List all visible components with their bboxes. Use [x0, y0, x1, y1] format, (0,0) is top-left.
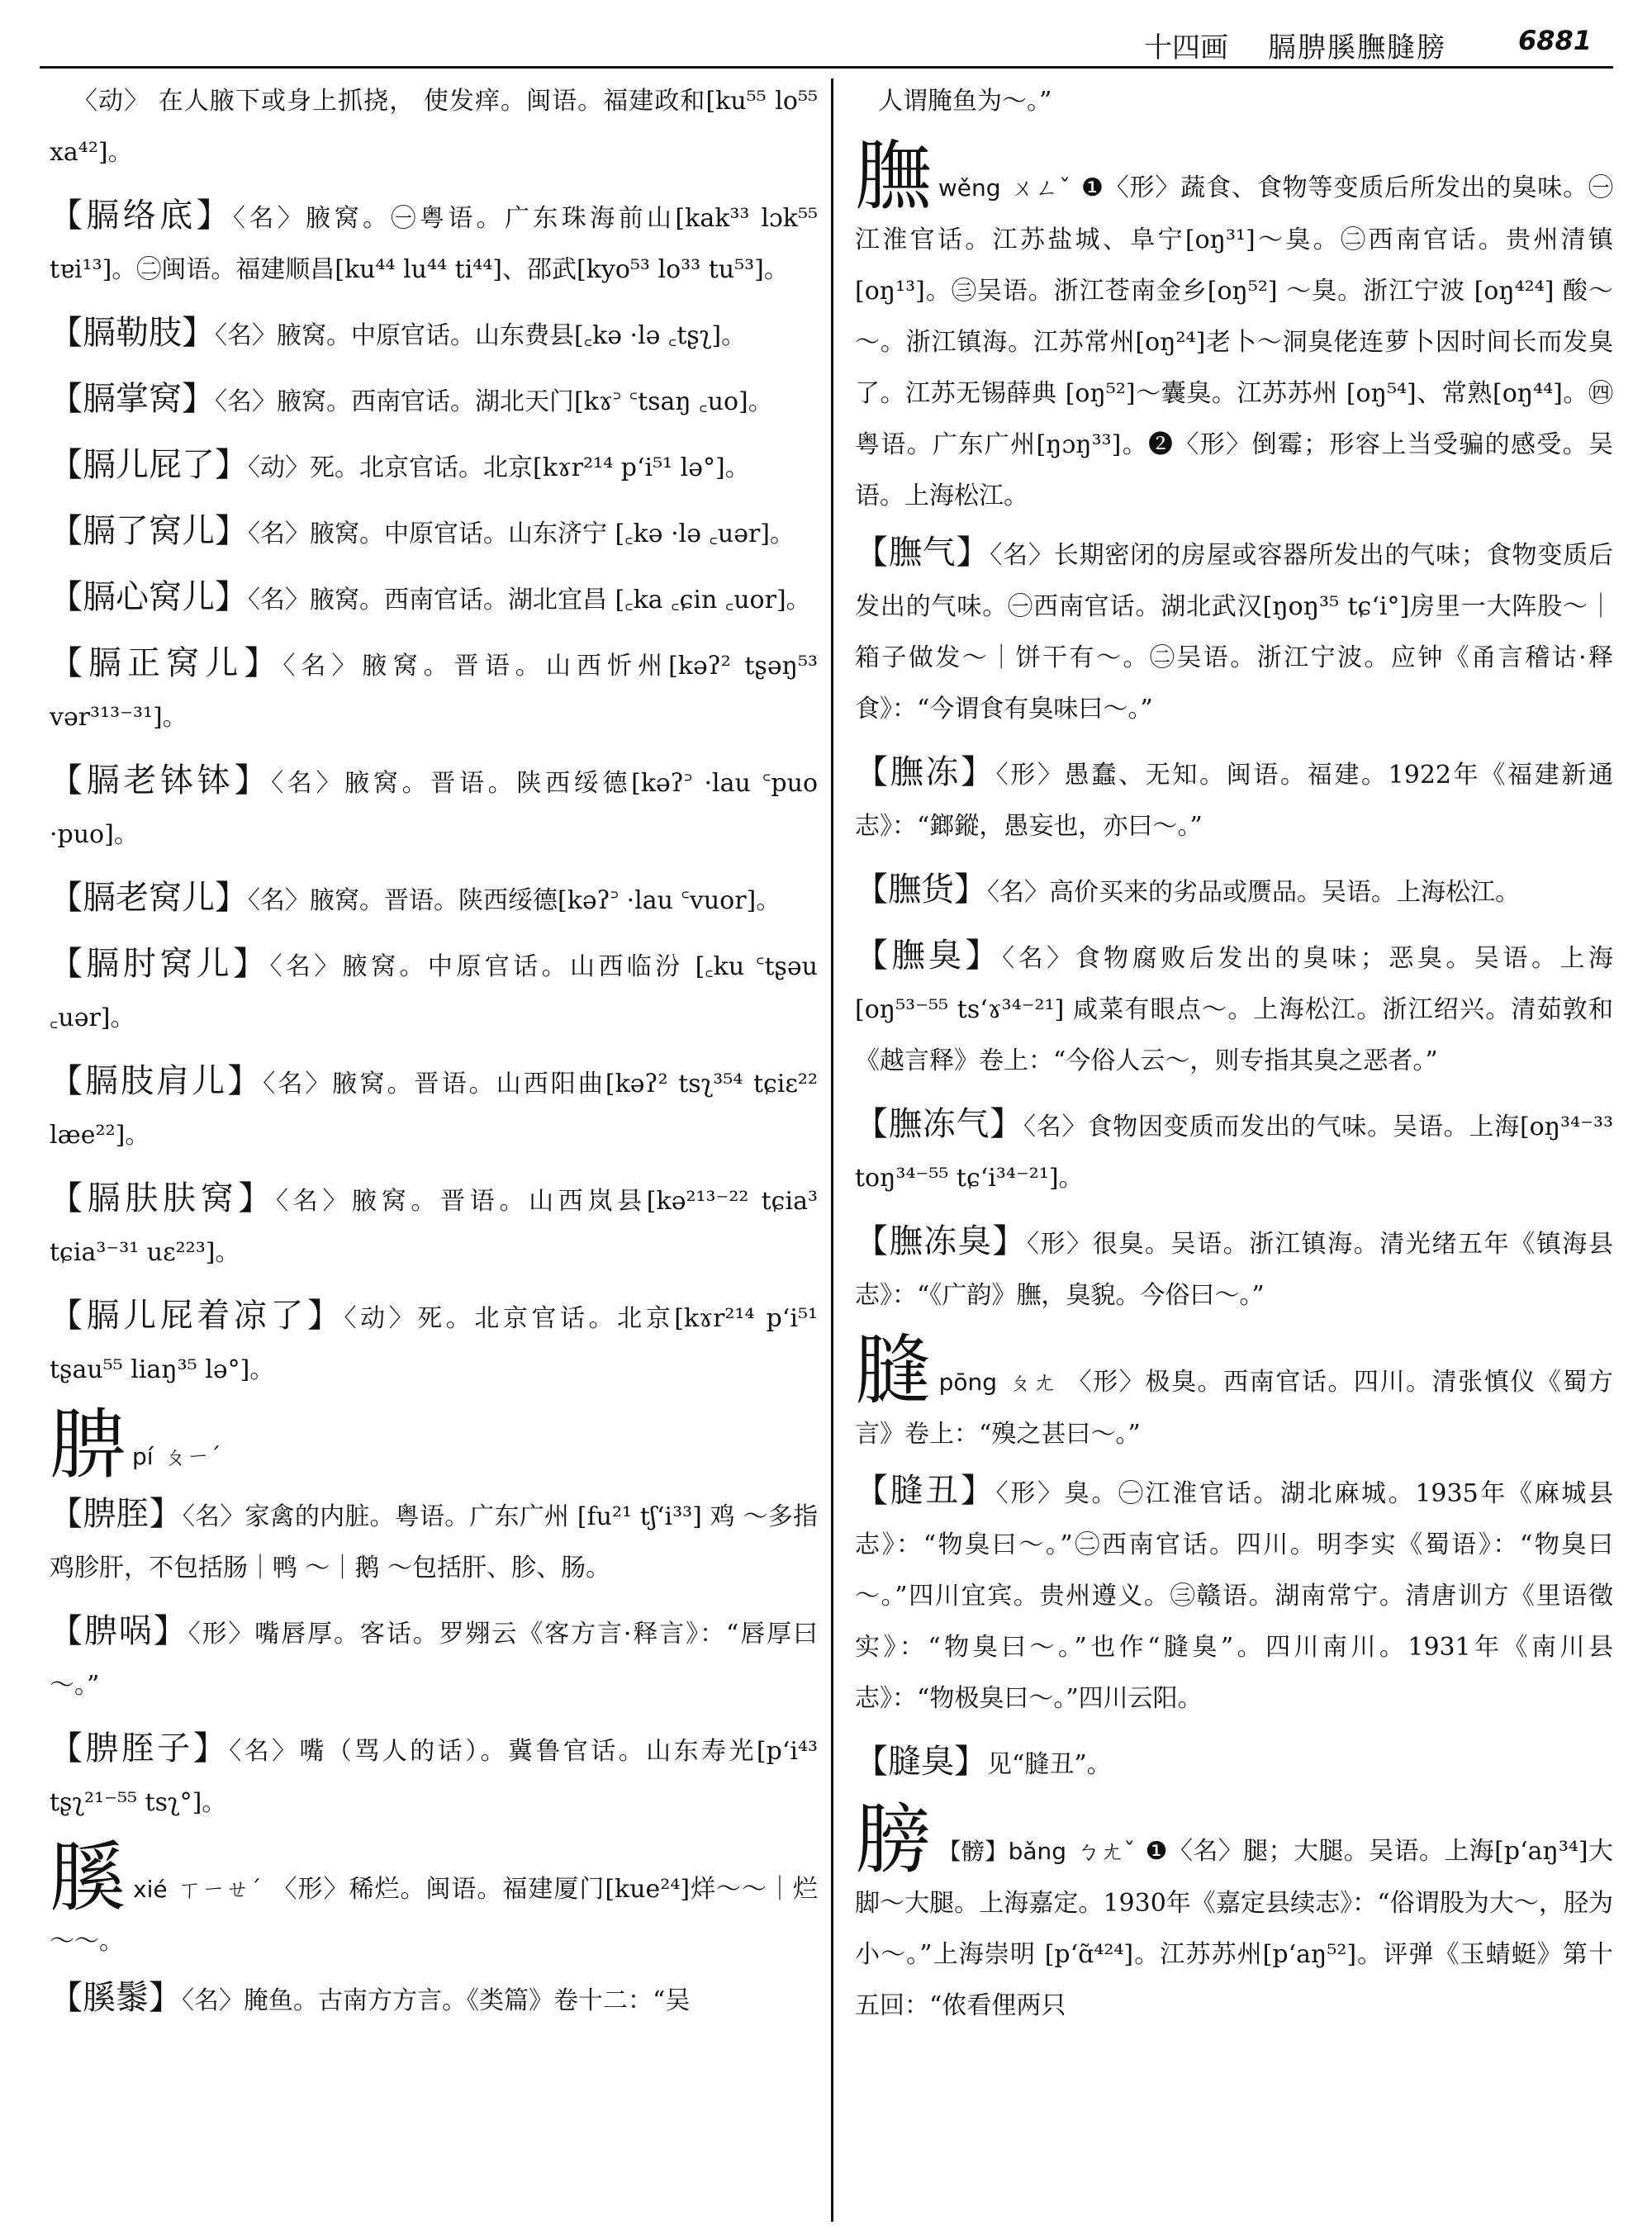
definition-text: ❶〈名〉腿；大腿。吴语。上海[p‘aŋ³⁴]大脚～大腿。上海嘉定。1930年《嘉定县续志》：“俗谓股为大～，胫为小～。”上海崇明 [p‘ɑ̃⁴²⁴]。江苏苏州[p‘aŋ⁵²]。评弹《玉蜻蜓》第十五回：“侬看俚两只	[855, 1837, 1613, 2020]
sub-entry-headword: 【膴货】	[855, 871, 987, 909]
sub-entry	[50, 1290, 818, 1396]
definition-text: 〈名〉腋窝。晋语。山西阳曲[kəʔ² tsʅ³⁵⁴ tɕiɛ²² læe²²]。	[50, 1070, 818, 1150]
sub-entry	[50, 755, 818, 861]
sub-entry	[50, 1972, 818, 2027]
sub-entry-headword: 【膴冻臭】	[855, 1222, 1027, 1260]
sub-entry	[50, 638, 818, 743]
sub-entry	[855, 747, 1613, 852]
head-character: 膀	[855, 1796, 932, 1884]
sub-entry	[50, 190, 818, 296]
sub-entry-headword: 【膈掌窝】	[50, 380, 215, 418]
pinyin: xié	[133, 1876, 168, 1903]
definition-text: 〈形〉很臭。吴语。浙江镇海。清光绪五年《镇海县志》：“《广韵》膴，臭貌。今俗曰～。”	[855, 1230, 1614, 1310]
sub-entry	[50, 439, 818, 494]
sub-entry-headword: 【膎䰍】	[50, 1979, 182, 2017]
definition-text: 〈名〉腋窝。西南官话。湖北宜昌 [꜀ka ꜀ɕin ꜀uor]。	[248, 586, 811, 614]
sub-entry-headword: 【膈了窝儿】	[50, 512, 248, 550]
sub-entry	[50, 938, 818, 1044]
sub-entry-headword: 【腗胵】	[50, 1495, 183, 1533]
sub-entry-headword: 【膈儿屁了】	[50, 446, 248, 484]
sub-entry-headword: 【膈络底】	[50, 197, 234, 235]
definition-text: 〈名〉食物因变质而发出的气味。吴语。上海[oŋ³⁴⁻³³ toŋ³⁴⁻⁵⁵ tɕ‘i³⁴⁻²¹]。	[855, 1113, 1614, 1193]
definition-text: 〈名〉腋窝。㊀粤语。广东珠海前山[kak³³ lɔk⁵⁵ tɐi¹³]。㊁闽语。福建顺昌[ku⁴⁴ lu⁴⁴ ti⁴⁴]、邵武[kyo⁵³ lo³³ tu⁵³]。	[50, 204, 819, 284]
sub-entry	[50, 373, 818, 428]
right-column	[855, 76, 1613, 2037]
head-character-entry	[855, 1796, 1613, 2032]
sub-entry-headword: 【膈儿屁着凉了】	[50, 1297, 344, 1335]
definition-text: 〈名〉腋窝。中原官话。山西临汾 [꜀ku ꜂tʂəu ꜀uər]。	[50, 952, 819, 1032]
definition-text: 〈名〉长期密闭的房屋或容器所发出的气味；食物变质后发出的气味。㊀西南官话。湖北武汉[ŋoŋ³⁵ tɕ‘i°]房里一大阵股～｜箱子做发～｜饼干有～。㊁吴语。浙江宁波。应钟《甬言稽诂·释食》：“今谓食有臭味曰～。”	[855, 541, 1614, 724]
definition-text: 〈名〉腋窝。晋语。陕西绥德[kəʔ꜄ ·lau ꜂puo ·puo]。	[50, 769, 819, 849]
definition-text: 〈名〉腋窝。中原官话。山东济宁 [꜀kə ·lə ꜀uər]。	[248, 520, 795, 548]
sub-entry-headword: 【膖丑】	[855, 1472, 996, 1510]
sub-entry-headword: 【膈心窝儿】	[50, 578, 248, 616]
sub-entry-headword: 【膈正窝儿】	[50, 644, 283, 682]
sub-entry	[50, 1173, 818, 1279]
definition-text: 〈名〉腌鱼。古南方方言。《类篇》卷十二：“吴	[182, 1986, 691, 2015]
page-number: 6881	[1518, 25, 1593, 56]
sub-entry-headword: 【膴冻】	[855, 753, 996, 791]
sub-entry-headword: 【膖臭】	[855, 1743, 987, 1781]
definition-text: 〈名〉腋窝。晋语。陕西绥德[kəʔ꜄ ·lau ꜂vuor]。	[248, 886, 781, 915]
definition-text: 〈名〉腋窝。晋语。山西忻州[kəʔ² tʂəŋ⁵³ vər³¹³⁻³¹]。	[50, 652, 818, 732]
head-character: 膖	[855, 1326, 933, 1415]
sub-entry	[855, 527, 1613, 735]
head-character: 膴	[855, 132, 932, 221]
sub-entry-headword: 【膈肘窝儿】	[50, 945, 270, 983]
definition-text: 〈名〉食物腐败后发出的臭味；恶臭。吴语。上海[oŋ⁵³⁻⁵⁵ ts‘ɤ³⁴⁻²¹] 咸菜有眼点～。上海松江。浙江绍兴。清茹敦和《越言释》卷上：“今俗人云～，则专指其臭之恶者。”	[855, 944, 1614, 1075]
sub-entry	[50, 572, 818, 626]
stroke-count-label: 十四画	[1144, 31, 1228, 64]
definition-text: ❶〈形〉蔬食、食物等变质后所发出的臭味。㊀江淮官话。江苏盐城、阜宁[oŋ³¹]～臭。㊁西南官话。贵州清镇[oŋ¹³]。㊂吴语。浙江苍南金乡[oŋ⁵²] ～臭。浙江宁波 [oŋ⁴²⁴] 酸～～。浙江镇海。江苏常州[oŋ²⁴]老卜～洞臭佬连萝卜因时间长而发臭了。江苏无锡薛典 [oŋ⁵²]～囊臭。江苏苏州 [oŋ⁵⁴]、常熟[oŋ⁴⁴]。㊃粤语。广东广州[ŋɔŋ³³]。❷〈形〉倒霉；形容上当受骗的感受。吴语。上海松江。	[855, 173, 1613, 510]
sub-entry-headword: 【膴冻气】	[855, 1105, 1023, 1143]
sub-entry	[50, 307, 818, 362]
definition-text: 人谓腌鱼为～。”	[878, 87, 1052, 116]
sub-entry	[50, 1056, 818, 1161]
pinyin: pí	[132, 1443, 154, 1470]
pinyin: pōng	[938, 1369, 998, 1396]
definition-text: 〈形〉极臭。西南官话。四川。清张慎仪《蜀方言》卷上：“殠之甚曰～。”	[855, 1368, 1613, 1449]
sub-entry-headword: 【膴臭】	[855, 937, 1003, 975]
zhuyin: ㄨㄥˇ	[1010, 174, 1071, 202]
sub-entry-headword: 【腗㖞】	[50, 1612, 188, 1650]
definition-text: 〈名〉腋窝。西南官话。湖北天门[kɤ꜄ ꜂tsaŋ ꜀uo]。	[215, 387, 773, 416]
head-character: 膎	[50, 1834, 126, 1922]
head-character-entry	[855, 132, 1613, 522]
pinyin: wěng	[938, 174, 1001, 202]
sub-entry-headword: 【膈肢肩儿】	[50, 1062, 263, 1100]
definition-text: 〈形〉嘴唇厚。客话。罗翙云《客方言·释言》：“唇厚曰～。”	[50, 1620, 819, 1700]
zhuyin: ㄆㄤ	[1007, 1369, 1057, 1396]
definition-text: 〈动〉 在人腋下或身上抓挠， 使发痒。闽语。福建政和[ku⁵⁵ lo⁵⁵ xa⁴²]。	[50, 87, 818, 167]
sub-entry-headword: 【腗胵子】	[50, 1729, 230, 1767]
head-character-entry	[855, 1326, 1613, 1460]
head-character-entry	[50, 1834, 818, 1967]
pinyin: 【髈】bǎng	[938, 1838, 1067, 1865]
column-divider	[831, 78, 833, 2222]
sub-entry	[855, 1465, 1613, 1725]
head-character: 腗	[50, 1401, 126, 1489]
definition-text: 〈名〉腋窝。中原官话。山东费县[꜀kə ·lə ꜀tʂʅ]。	[215, 321, 747, 350]
zhuyin: ㄒㄧㄝˊ	[177, 1876, 263, 1903]
sub-entry-headword: 【膈勒肢】	[50, 314, 215, 352]
sub-entry-headword: 【膈老钵钵】	[50, 762, 272, 799]
sub-entry	[50, 505, 818, 560]
definition-text: 〈形〉稀烂。闽语。福建厦门[kue²⁴]烊～～｜烂～～。	[50, 1875, 818, 1956]
sub-entry	[50, 1723, 818, 1829]
sub-entry	[50, 1606, 818, 1711]
definition-text: 见“膖丑”。	[987, 1750, 1112, 1779]
zhuyin: ㄅㄤˇ	[1076, 1838, 1136, 1865]
sub-entry-headword: 【膈肤肤窝】	[50, 1179, 277, 1217]
sub-entry	[855, 864, 1613, 918]
sub-entry	[855, 1216, 1613, 1321]
header-characters: 膈腗膎膴膖膀	[1268, 31, 1446, 64]
sub-entry	[50, 1488, 818, 1594]
definition-text: 〈动〉死。北京官话。北京[kɤr²¹⁴ p‘i⁵¹ lə°]。	[248, 453, 750, 482]
head-character-entry	[50, 1401, 818, 1489]
definition-text: 〈名〉嘴（骂人的话）。冀鲁官话。山东寿光[p‘i⁴³ tʂʅ²¹⁻⁵⁵ tsʅ°]。	[50, 1737, 819, 1817]
sub-entry	[855, 930, 1613, 1087]
left-column	[50, 76, 818, 2038]
definition-text: 〈名〉家禽的内脏。粤语。广东广州 [fu²¹ tʃ‘i³³] 鸡 ～多指鸡胗肝，不包括肠｜鸭 ～｜鹅 ～包括肝、胗、肠。	[50, 1502, 818, 1582]
sub-entry-headword: 【膈老窝儿】	[50, 879, 248, 917]
sub-entry-headword: 【膴气】	[855, 534, 990, 572]
definition-text: 〈名〉腋窝。晋语。山西岚县[kə²¹³⁻²² tɕia³ tɕia³⁻³¹ uɛ²²³]。	[50, 1187, 818, 1267]
continued-text	[855, 76, 1613, 127]
header-rule	[40, 66, 1613, 69]
sub-entry	[855, 1736, 1613, 1791]
definition-text: 〈动〉死。北京官话。北京[kɤr²¹⁴ p‘i⁵¹ tʂau⁵⁵ liaŋ³⁵ lə°]。	[50, 1304, 818, 1384]
page-header	[0, 18, 1652, 68]
sub-entry	[50, 872, 818, 927]
definition-text: 〈名〉高价买来的劣品或赝品。吴语。上海松江。	[987, 878, 1520, 907]
definition-text: 〈形〉臭。㊀江淮官话。湖北麻城。1935年《麻城县志》：“物臭曰～。”㊁西南官话。四川。明李实《蜀语》：“物臭曰～。”四川宜宾。贵州遵义。㊂赣语。湖南常宁。清唐训方《里语徵实》：“物臭曰～。”也作“膖臭”。四川南川。1931年《南川县志》：“物极臭曰～。”四川云阳。	[855, 1479, 1613, 1713]
continued-text	[50, 76, 818, 178]
sub-entry	[855, 1098, 1613, 1204]
zhuyin: ㄆㄧˊ	[163, 1443, 221, 1470]
definition-text: 〈形〉愚蠢、无知。闽语。福建。1922年《福建新通志》：“鎯鏦，愚妄也，亦曰～。”	[855, 761, 1613, 841]
